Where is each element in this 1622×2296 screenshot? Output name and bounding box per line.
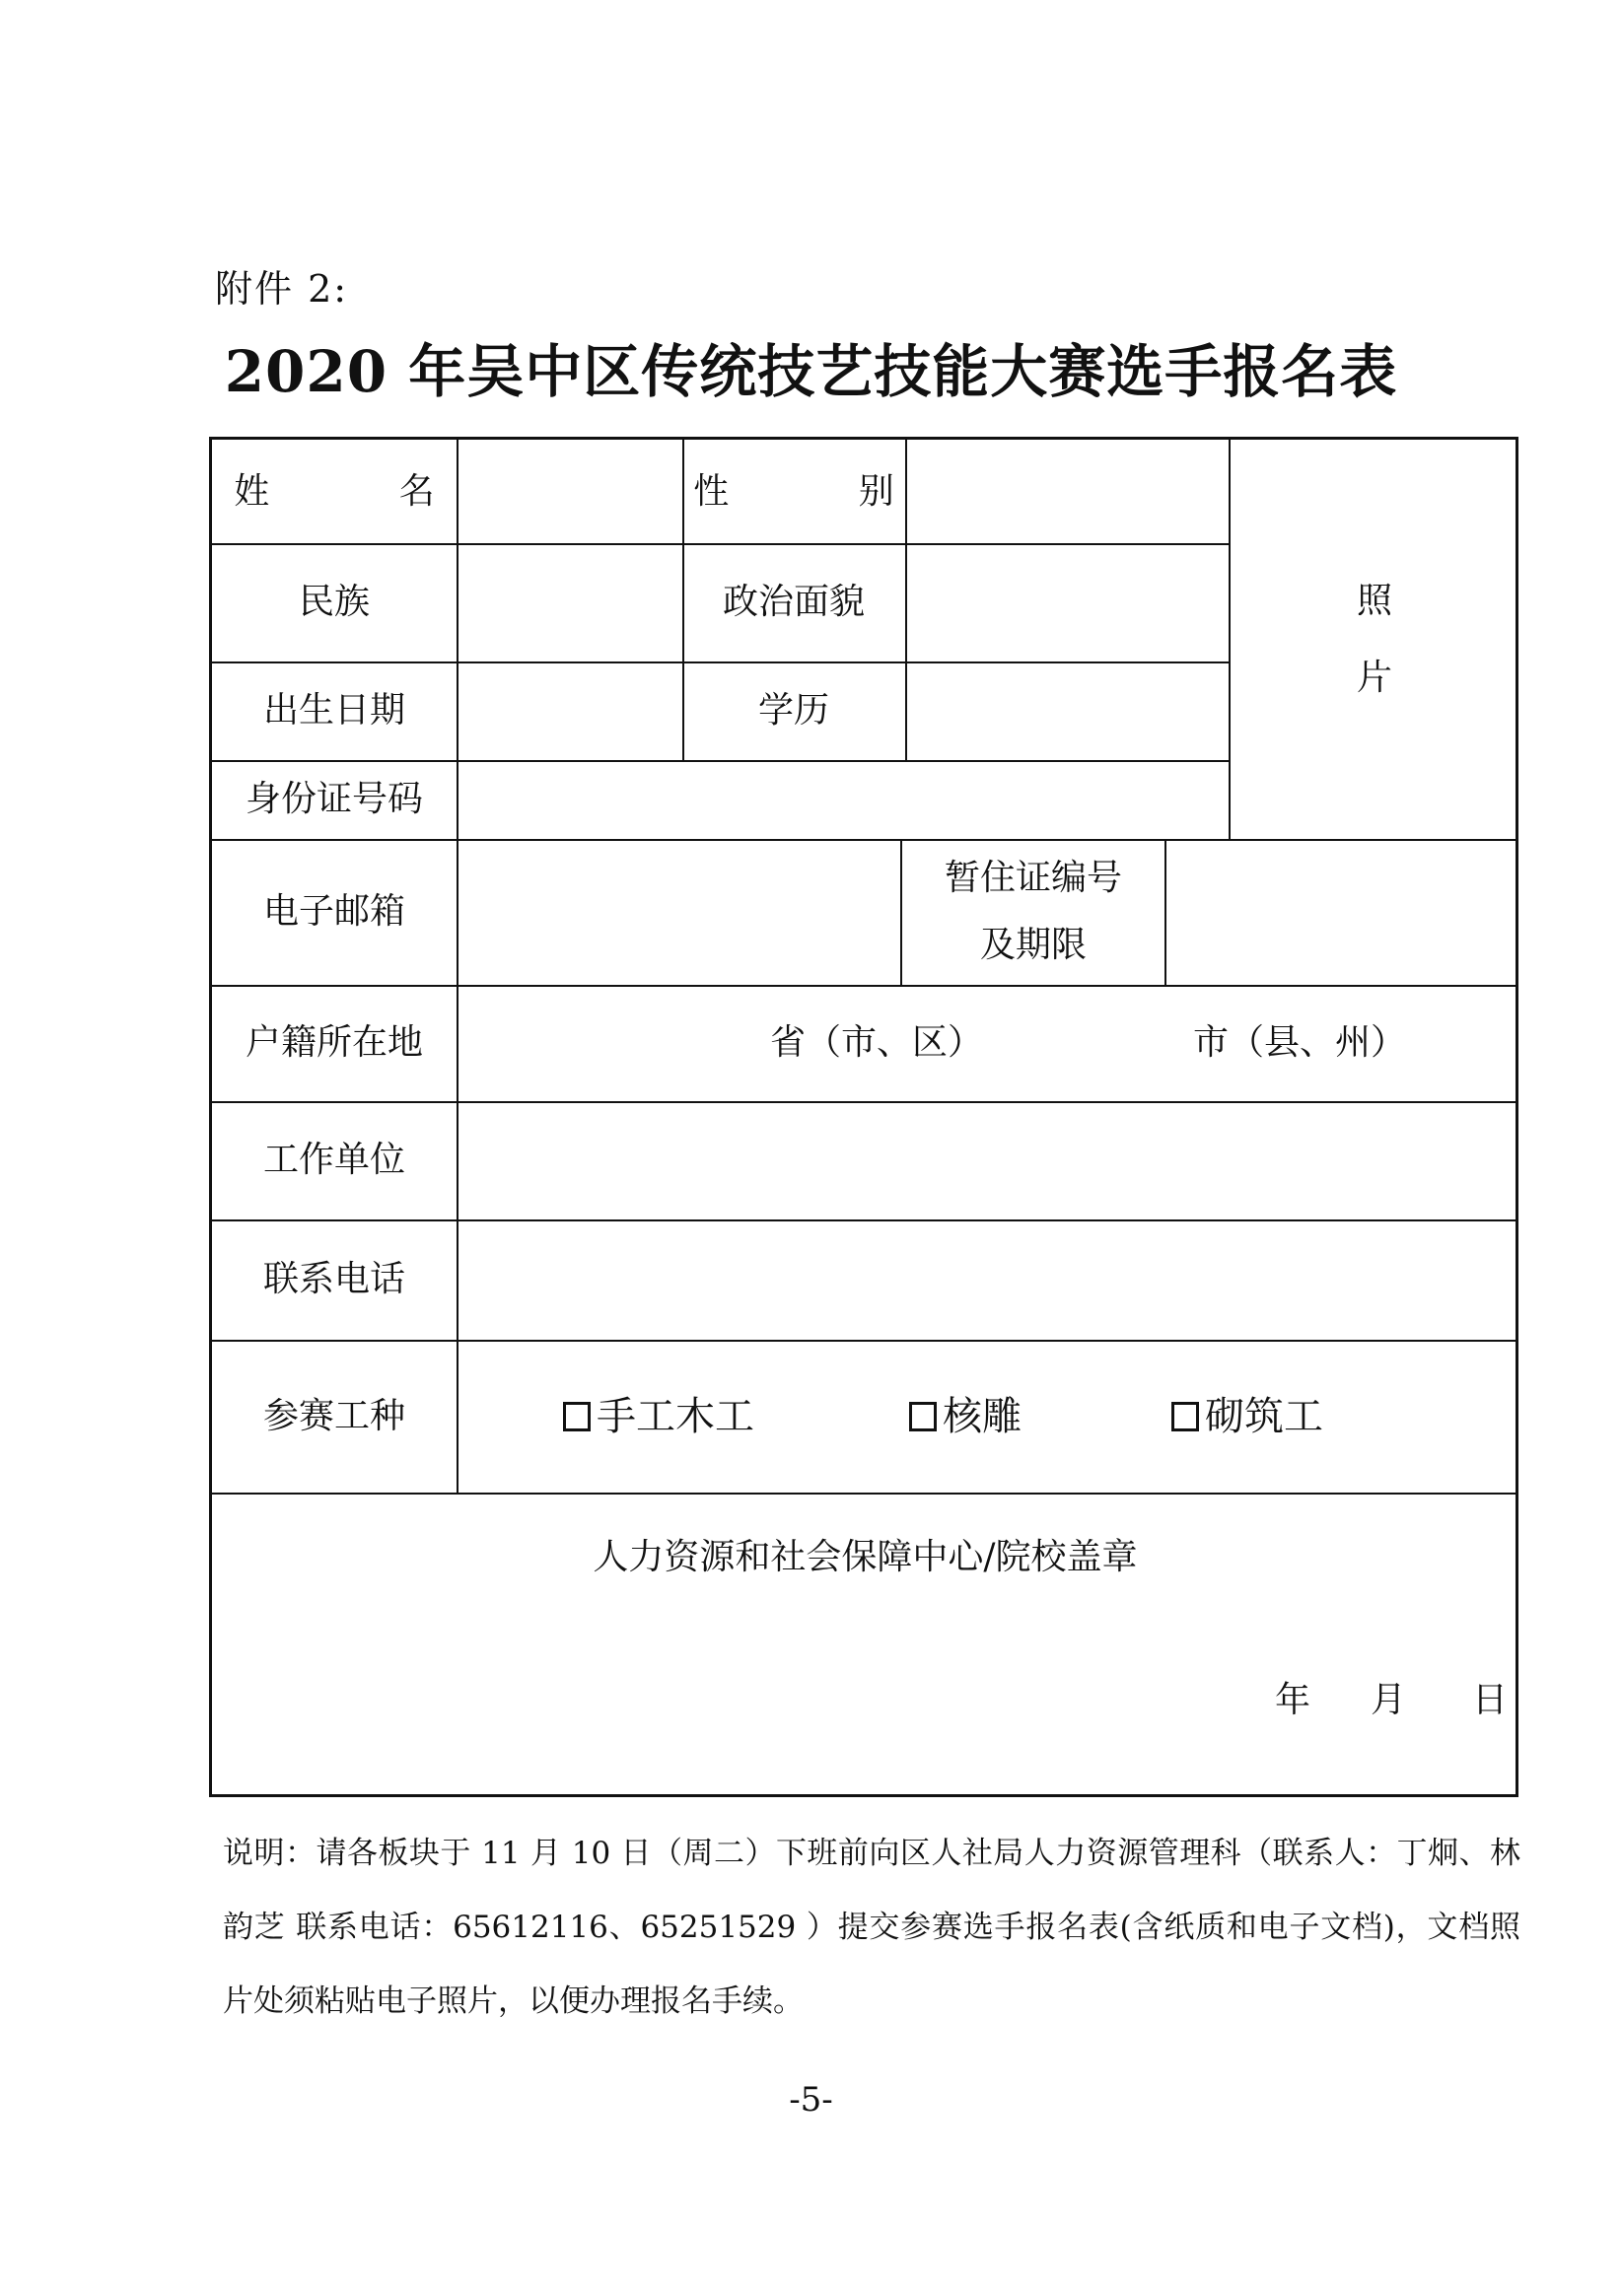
political-status-label: 政治面貌: [722, 582, 865, 623]
checkbox-icon: [1171, 1402, 1199, 1431]
photo-label-top: 照: [1356, 580, 1392, 621]
education-field[interactable]: [907, 661, 1229, 760]
trade-options: [458, 1340, 1518, 1493]
gender-label: 性 别: [693, 470, 953, 512]
photo-label-bottom: 片: [1356, 657, 1392, 698]
date-year: 年: [1275, 1680, 1311, 1720]
trade-option-label: 核雕: [943, 1393, 1022, 1439]
education-label: 学历: [757, 690, 829, 731]
household-label: 户籍所在地: [245, 1022, 423, 1064]
trade-option-nut-carving[interactable]: [909, 1386, 1022, 1447]
stamp-area[interactable]: [212, 1493, 1518, 1796]
email-field[interactable]: [458, 839, 900, 985]
household-province-suffix: 省（市、区）: [770, 1022, 984, 1064]
stamp-text: 人力资源和社会保障中心/院校盖章: [593, 1537, 1138, 1577]
birth-date-label: 出生日期: [262, 690, 405, 731]
residence-permit-label: [902, 839, 1164, 985]
id-number-label: 身份证号码: [245, 779, 423, 820]
birth-date-field[interactable]: [458, 661, 682, 760]
gender-field[interactable]: [907, 440, 1229, 543]
employer-label: 工作单位: [262, 1140, 405, 1181]
checkbox-icon: [563, 1402, 591, 1431]
photo-area[interactable]: [1231, 440, 1518, 839]
political-status-field[interactable]: [907, 543, 1229, 661]
trade-option-label: 砌筑工: [1205, 1393, 1323, 1439]
trade-option-masonry[interactable]: [1171, 1386, 1323, 1447]
date-day: 日: [1472, 1680, 1509, 1720]
phone-field[interactable]: [458, 1219, 1518, 1340]
registration-form: [209, 437, 1518, 1797]
trade-option-woodwork[interactable]: [563, 1386, 754, 1447]
page-number: -5-: [789, 2080, 833, 2120]
id-number-field[interactable]: [458, 760, 1229, 839]
name-label: 姓 名: [234, 470, 494, 512]
residence-permit-field[interactable]: [1166, 839, 1518, 985]
ethnicity-field[interactable]: [458, 543, 682, 661]
checkbox-icon: [909, 1402, 937, 1431]
instructions-note: 说明：请各板块于 11 月 10 日（周二）下班前向区人社局人力资源管理科（联系人：丁炯、林韵芝 联系电话：65612116、65251529 ）提交参赛选手报名表(含纸质和电子文档)，文档照片处须粘贴电子照片，以便办理报名手续。: [223, 1836, 1520, 2019]
email-label: 电子邮箱: [262, 891, 405, 933]
residence-permit-line1: 暂住证编号: [944, 858, 1122, 898]
ethnicity-label: 民族: [298, 582, 370, 623]
household-field[interactable]: [458, 985, 1518, 1101]
trade-label: 参赛工种: [262, 1395, 405, 1436]
phone-label: 联系电话: [262, 1259, 405, 1300]
page-title: 2020 年吴中区传统技艺技能大赛选手报名表: [224, 338, 1398, 405]
name-field[interactable]: [458, 440, 682, 543]
residence-permit-line2: 及期限: [979, 925, 1087, 965]
date-month: 月: [1371, 1680, 1407, 1720]
trade-option-label: 手工木工: [597, 1393, 754, 1439]
household-city-suffix: 市（县、州）: [1193, 1022, 1407, 1064]
attachment-label: 附件 2:: [215, 267, 349, 311]
employer-field[interactable]: [458, 1101, 1518, 1219]
